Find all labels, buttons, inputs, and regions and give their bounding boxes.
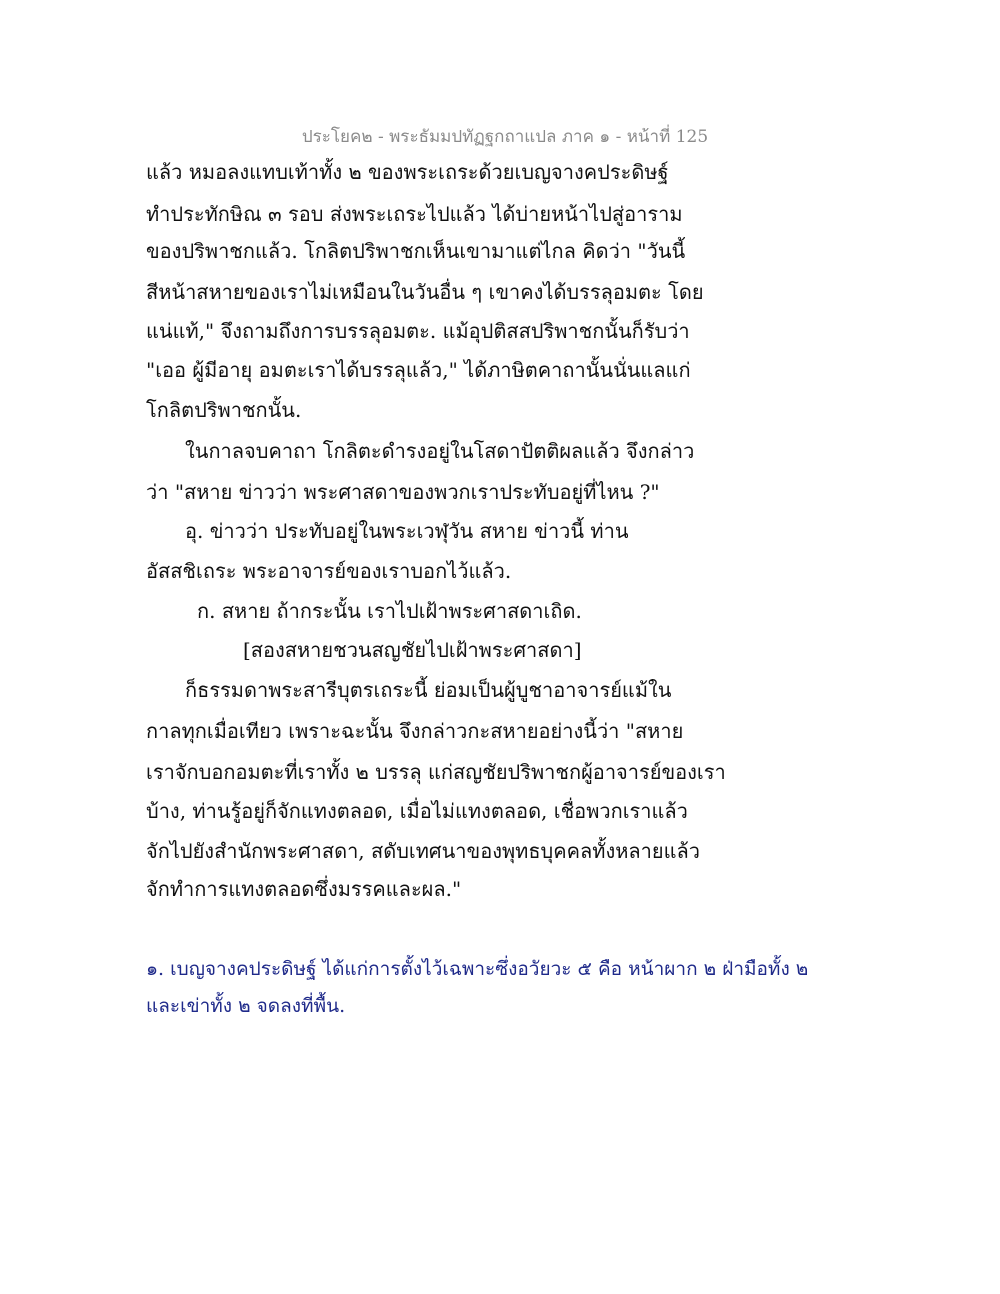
body-line: บ้าง, ท่านรู้อยู่ก็จักแทงตลอด, เมื่อไม่แทงตลอด, เชื่อพวกเราแล้ว — [146, 799, 688, 823]
section-heading: [สองสหายชวนสญชัยไปเฝ้าพระศาสดา] — [243, 638, 582, 662]
footnote-line: และเข่าทั้ง ๒ จดลงที่พื้น. — [146, 995, 346, 1017]
body-line: ว่า "สหาย ข่าวว่า พระศาสดาของพวกเราประทับอยู่ที่ไหน ?" — [146, 480, 660, 504]
body-line: จักไปยังสำนักพระศาสดา, สดับเทศนาของพุทธบุคคลทั้งหลายแล้ว — [146, 839, 700, 863]
body-line: ทำประทักษิณ ๓ รอบ ส่งพระเถระไปแล้ว ได้บ่ายหน้าไปสู่อาราม — [146, 202, 683, 226]
body-line: ก. สหาย ถ้ากระนั้น เราไปเฝ้าพระศาสดาเถิด. — [197, 599, 582, 623]
body-line: ก็ธรรมดาพระสารีบุตรเถระนี้ ย่อมเป็นผู้บูชาอาจารย์แม้ใน — [185, 678, 672, 702]
body-line: เราจักบอกอมตะที่เราทั้ง ๒ บรรลุ แก่สญชัยปริพาชกผู้อาจารย์ของเรา — [146, 760, 726, 784]
body-line: แน่แท้," จึงถามถึงการบรรลุอมตะ. แม้อุปติสสปริพาชกนั้นก็รับว่า — [146, 319, 690, 343]
body-line: จักทำการแทงตลอดซึ่งมรรคและผล." — [146, 877, 462, 901]
body-line: ของปริพาชกแล้ว. โกลิตปริพาชกเห็นเขามาแต่ไกล คิดว่า "วันนี้ — [146, 239, 686, 263]
page-header: ประโยค๒ - พระธัมมปทัฏฐกถาแปล ภาค ๑ - หน้าที่ 125 — [301, 127, 709, 147]
footnote-line: ๑. เบญจางคประดิษฐ์ ได้แก่การตั้งไว้เฉพาะซึ่งอวัยวะ ๕ คือ หน้าผาก ๒ ฝ่ามือทั้ง ๒ — [146, 958, 809, 980]
body-line: อัสสชิเถระ พระอาจารย์ของเราบอกไว้แล้ว. — [146, 559, 512, 583]
body-line: โกลิตปริพาชกนั้น. — [146, 398, 302, 422]
body-line: "เออ ผู้มีอายุ อมตะเราได้บรรลุแล้ว," ได้ภาษิตคาถานั้นนั่นแลแก่ — [146, 358, 691, 382]
body-line: แล้ว หมอลงแทบเท้าทั้ง ๒ ของพระเถระด้วยเบญจางคประดิษฐ์ — [146, 160, 669, 184]
body-line: ในกาลจบคาถา โกลิตะดำรงอยู่ในโสดาปัตติผลแล้ว จึงกล่าว — [185, 439, 695, 463]
body-line: อุ. ข่าวว่า ประทับอยู่ในพระเวฬุวัน สหาย ข่าวนี้ ท่าน — [185, 519, 629, 543]
body-line: กาลทุกเมื่อเทียว เพราะฉะนั้น จึงกล่าวกะสหายอย่างนี้ว่า "สหาย — [146, 719, 684, 743]
body-line: สีหน้าสหายของเราไม่เหมือนในวันอื่น ๆ เขาคงได้บรรลุอมตะ โดย — [146, 280, 704, 304]
